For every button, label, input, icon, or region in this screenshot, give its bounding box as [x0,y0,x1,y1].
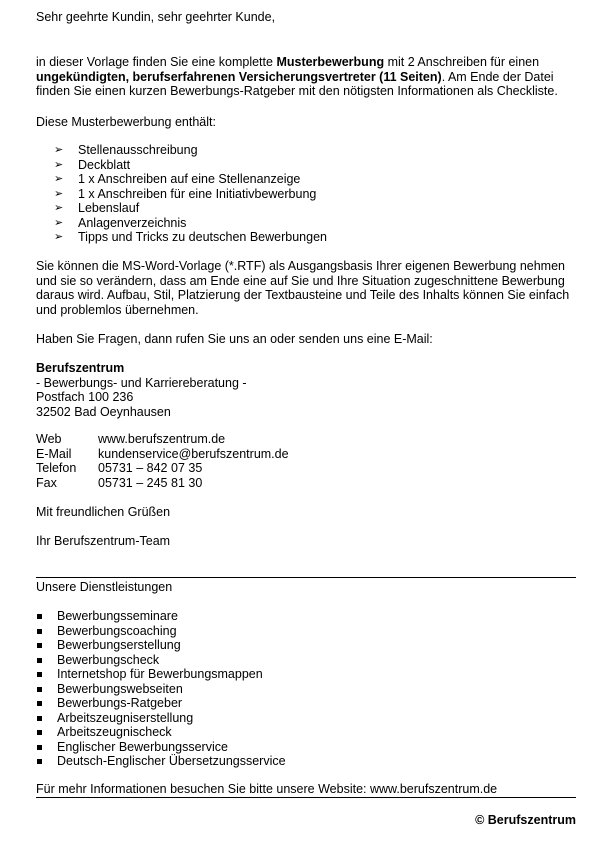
arrow-bullet-icon: ➢ [54,187,64,200]
list-item: Bewerbungserstellung [36,638,576,653]
intro-text-3: . Am Ende der Datei finden Sie einen kurzen Bewerbungs-Ratgeber mit den nötigsten Informationen als Checkliste. [36,69,558,98]
intro-text-1: in dieser Vorlage finden Sie eine komplette [36,55,277,69]
divider [36,577,576,578]
web-link[interactable]: www.berufszentrum.de [98,432,226,446]
postbox: Postfach 100 236 [36,390,134,404]
square-bullet-icon [37,716,42,721]
contact-row-phone: Telefon 05731 – 842 07 35 [36,461,203,475]
list-item: Bewerbungswebseiten [36,682,576,697]
intro-bold-2: ungekündigten, berufserfahrenen Versicherungsvertreter (11 Seiten) [36,69,442,84]
more-info: Für mehr Informationen besuchen Sie bitte unsere Website: www.berufszentrum.de [36,782,498,796]
contact-block [36,432,289,490]
email-link[interactable]: kundenservice@berufszentrum.de [98,446,289,461]
list-item: Bewerbungscoaching [36,624,576,639]
list-item: Bewerbungscheck [36,653,576,668]
list-item: ➢ 1 x Anschreiben für eine Initiativbewerbung [54,186,317,201]
contact-row-web: Web www.berufszentrum.de [36,432,226,446]
contents-list [36,143,576,245]
list-item: ➢ Tipps und Tricks zu deutschen Bewerbungen [54,230,327,244]
square-bullet-icon [37,701,42,706]
intro-text-2: mit 2 Anschreiben für einen [384,55,540,69]
list-item: Bewerbungsseminare [36,609,576,624]
square-bullet-icon [37,643,42,648]
list-item: Deutsch-Englischer Übersetzungsservice [36,754,576,769]
city: 32502 Bad Oeynhausen [36,404,171,419]
list-item: ➢ Stellenausschreibung [54,143,198,157]
square-bullet-icon [37,629,42,634]
list-item: ➢ Deckblatt [54,157,131,172]
list-item: ➢ 1 x Anschreiben auf eine Stellenanzeige [54,172,301,186]
services-list [36,609,576,769]
list-item: Bewerbungs-Ratgeber [36,696,576,711]
list-item: Englischer Bewerbungsservice [36,740,576,755]
contents-heading: Diese Musterbewerbung enthält: [36,115,216,129]
signature: Ihr Berufszentrum-Team [36,534,171,548]
list-item: Arbeitszeugniserstellung [36,711,576,726]
usage-paragraph: Sie können die MS-Word-Vorlage (*.RTF) als Ausgangsbasis Ihrer eigenen Bewerbung nehmen und sie so verändern, dass am Ende eine auf Sie und Ihre Situation zugeschnittene Bewerbung daraus wird. Aufbau, Stil, Platzierung der Textbausteine und Teile des Inhalts können Sie einfach und problemlos übernehmen. [36,259,570,317]
arrow-bullet-icon: ➢ [54,216,64,229]
questions-paragraph: Haben Sie Fragen, dann rufen Sie uns an oder senden uns eine E-Mail: [36,332,433,346]
arrow-bullet-icon: ➢ [54,202,64,214]
arrow-bullet-icon: ➢ [54,173,64,185]
salutation: Sehr geehrte Kundin, sehr geehrter Kunde, [36,10,276,24]
square-bullet-icon [37,614,42,619]
arrow-bullet-icon: ➢ [54,144,64,156]
arrow-bullet-icon: ➢ [54,231,64,243]
address-block [36,361,247,419]
copyright: © Berufszentrum [475,813,576,827]
intro-bold-1: Musterbewerbung [276,55,385,69]
company-subtitle: - Bewerbungs- und Karriereberatung - [36,375,247,390]
intro-paragraph [36,55,576,99]
list-item: Arbeitszeugnischeck [36,725,576,740]
square-bullet-icon [37,745,42,750]
contact-row-fax: Fax 05731 – 245 81 30 [36,475,203,490]
list-item: Internetshop für Bewerbungsmappen [36,667,576,682]
square-bullet-icon [37,672,42,677]
list-item: ➢ Anlagenverzeichnis [54,215,187,230]
closing: Mit freundlichen Grüßen [36,505,171,519]
list-item: ➢ Lebenslauf [54,201,140,215]
square-bullet-icon [37,730,42,735]
contact-row-email: E-Mail kundenservice@berufszentrum.de [36,446,289,461]
square-bullet-icon [37,687,42,692]
arrow-bullet-icon: ➢ [54,158,64,171]
square-bullet-icon [37,759,42,764]
services-heading: Unsere Dienstleistungen [36,580,173,594]
square-bullet-icon [37,658,42,663]
company-name: Berufszentrum [36,361,125,375]
footer-divider [36,797,576,798]
